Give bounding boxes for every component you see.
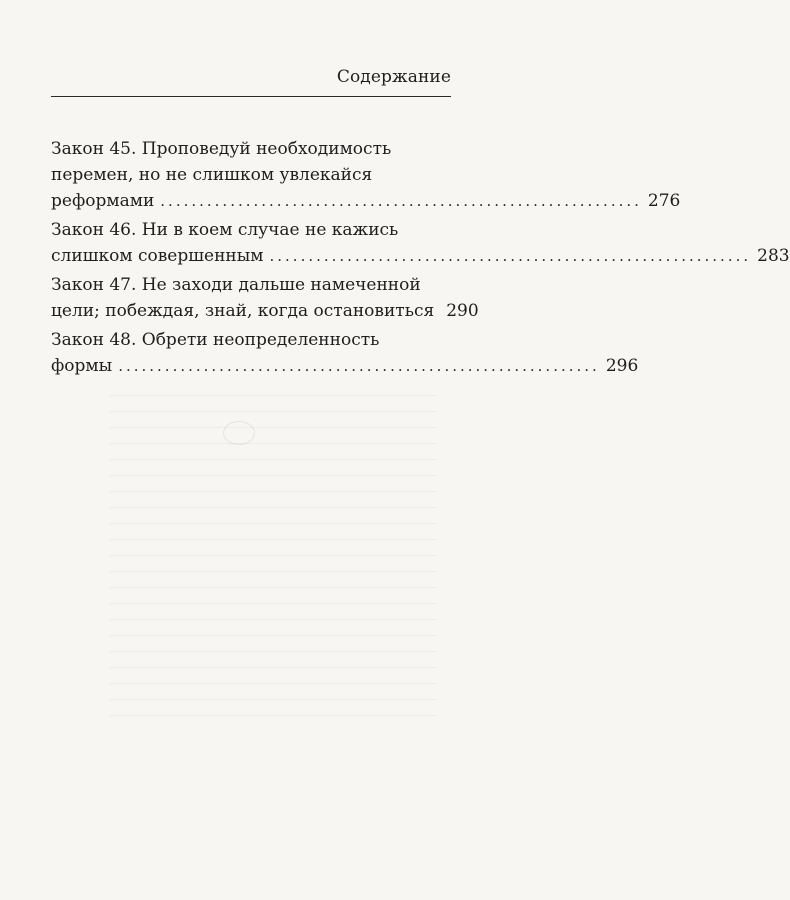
toc-entry-law-47[interactable] xyxy=(51,272,479,324)
page-number: 296 xyxy=(605,356,639,376)
page-title: Содержание xyxy=(336,67,451,87)
dot-leader: .............................................................. xyxy=(118,357,600,375)
dot-leader: .............................................................. xyxy=(269,247,752,265)
show-through-text-texture xyxy=(110,395,436,725)
header-divider xyxy=(51,96,451,97)
toc-entry-law-45[interactable] xyxy=(51,136,681,214)
toc-entry-text-line: Закон 47. Не заходи дальше намеченной xyxy=(51,275,421,295)
show-through-age-mark xyxy=(223,421,255,445)
toc-entry-text-line: слишком совершенным xyxy=(51,246,264,266)
toc-entry-text-line: Закон 45. Проповедуй необходимость xyxy=(51,139,392,159)
toc-entry-text-line: цели; побеждая, знай, когда остановиться xyxy=(51,301,435,321)
toc-entry-text-line: реформами xyxy=(51,191,155,211)
page-number: 276 xyxy=(647,191,681,211)
toc-entry-text-line: формы xyxy=(51,356,113,376)
page-number: 283 xyxy=(757,246,790,266)
toc-entry-law-46[interactable] xyxy=(51,217,790,269)
table-of-contents xyxy=(51,136,790,382)
dot-leader: .............................................................. xyxy=(160,192,642,210)
running-header xyxy=(51,67,451,97)
toc-entry-text-line: Закон 46. Ни в коем случае не кажись xyxy=(51,220,399,240)
page-number: 290 xyxy=(446,301,479,321)
toc-entry-text-line: перемен, но не слишком увлекайся xyxy=(51,165,373,185)
toc-entry-text-line: Закон 48. Обрети неопределенность xyxy=(51,330,380,350)
toc-entry-law-48[interactable] xyxy=(51,327,639,379)
